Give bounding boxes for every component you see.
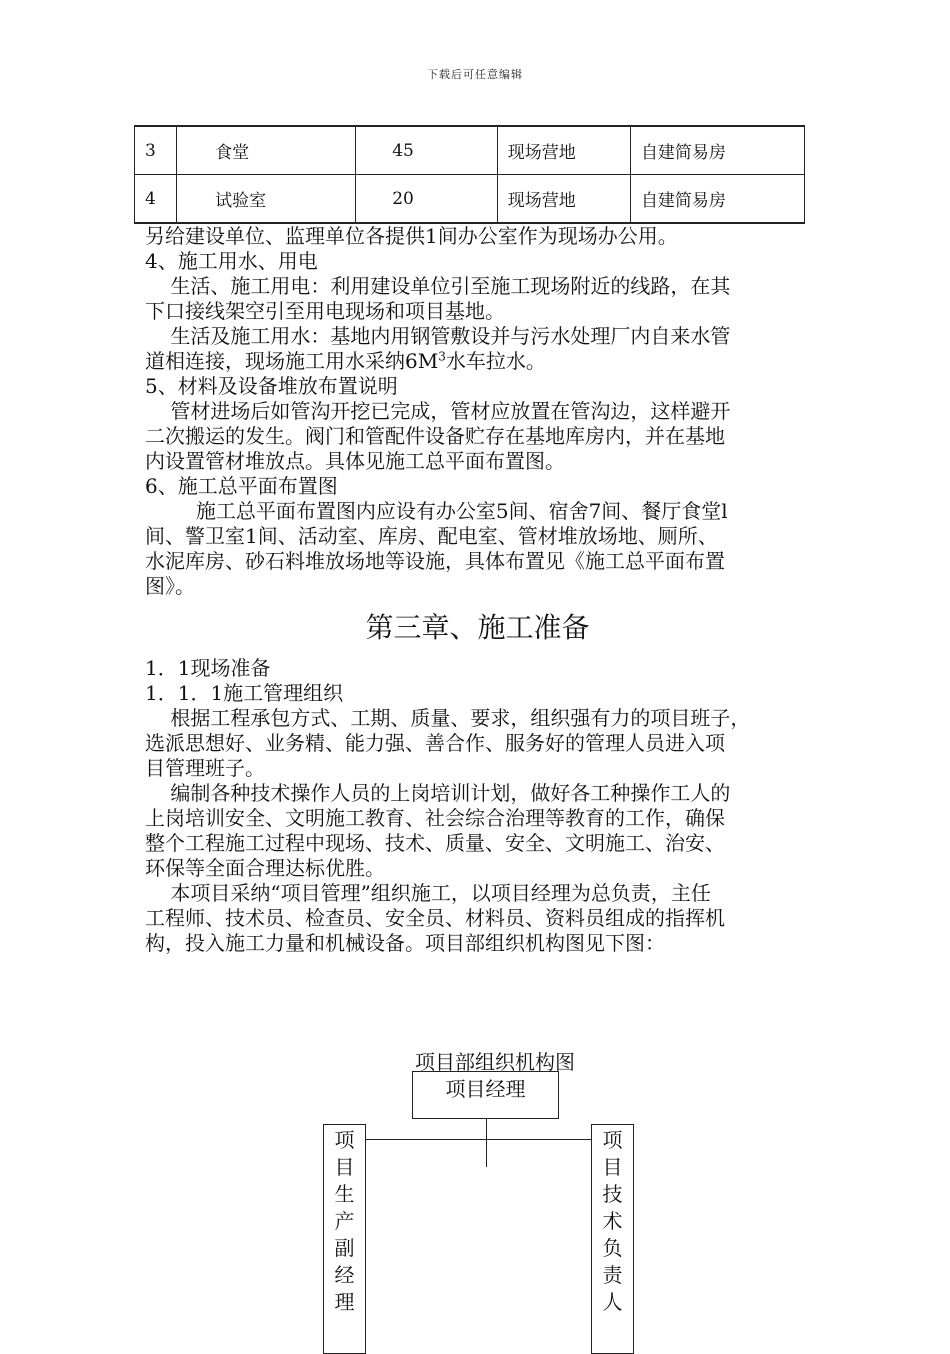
org-box-char: 生 [334, 1182, 355, 1206]
org-box-char: 副 [334, 1236, 355, 1260]
table-cell-location: 现场营地 [497, 175, 630, 224]
paragraph-line: 下口接线架空引至用电现场和项目基地。 [145, 299, 505, 323]
paragraph-line: 选派思想好、业务精、能力强、善合作、服务好的管理人员进入项 [145, 731, 725, 755]
paragraph-line: 工程师、技术员、检查员、安全员、材料员、资料员组成的指挥机 [145, 906, 725, 930]
paragraph-line: 本项目采纳“项目管理”组织施工，以项目经理为总负责，主任 [145, 881, 711, 905]
table-cell-area: 20 [356, 175, 498, 224]
room-table [134, 125, 805, 224]
text-span: 水车拉水。 [445, 349, 546, 373]
org-box-char: 人 [602, 1290, 623, 1314]
paragraph-line: 施工总平面布置图内应设有办公室5间、宿舍7间、餐厅食堂l [145, 499, 728, 523]
paragraph-line: 根据工程承包方式、工期、质量、要求，组织强有力的项目班子， [145, 706, 751, 730]
body-text [145, 224, 825, 956]
superscript: 3 [438, 349, 446, 364]
paragraph-line: 图》。 [145, 574, 195, 598]
paragraph-line: 环保等全面合理达标优胜。 [145, 856, 385, 880]
table-cell-no: 4 [135, 175, 177, 224]
paragraph-line: 间、警卫室1间、活动室、库房、配电室、管材堆放场地、厕所、 [145, 524, 718, 548]
table-row [135, 175, 805, 224]
section-heading: 5、材料及设备堆放布置说明 [145, 374, 398, 398]
paragraph-line: 目管理班子。 [145, 756, 265, 780]
org-box-char: 技 [602, 1182, 623, 1206]
org-box-char: 术 [602, 1209, 623, 1233]
org-box-char: 经 [334, 1263, 355, 1287]
paragraph-line: 水泥库房、砂石料堆放场地等设施，具体布置见《施工总平面布置 [145, 549, 725, 573]
paragraph-line: 编制各种技术操作人员的上岗培训计划，做好各工种操作工人的 [145, 781, 731, 805]
org-box-char: 目 [602, 1155, 623, 1179]
section-heading: 1．1．1施工管理组织 [145, 681, 344, 705]
text-span: 道相连接，现场施工用水采纳6M [145, 349, 439, 373]
org-box-technical-lead [591, 1124, 634, 1354]
paragraph-line: 管材进场后如管沟开挖已完成，管材应放置在管沟边，这样避开 [145, 399, 731, 423]
chapter-title: 第三章、施工准备 [365, 611, 590, 644]
paragraph-line: 生活、施工用电：利用建设单位引至施工现场附近的线路，在其 [145, 274, 731, 298]
paragraph-line: 生活及施工用水：基地内用钢管敷设并与污水处理厂内自来水管 [145, 324, 731, 348]
org-box-char: 目 [334, 1155, 355, 1179]
org-connector-vertical [486, 1119, 487, 1167]
table-cell-type: 自建简易房 [630, 126, 804, 175]
section-heading: 6、施工总平面布置图 [145, 474, 338, 498]
org-chart-title: 项目部组织机构图 [415, 1050, 575, 1074]
section-heading: 1．1现场准备 [145, 656, 271, 680]
paragraph-line: 内设置管材堆放点。具体见施工总平面布置图。 [145, 449, 565, 473]
org-box-project-manager: 项目经理 [412, 1071, 559, 1119]
org-connector-horizontal [366, 1139, 592, 1140]
table-cell-type: 自建简易房 [630, 175, 804, 224]
paragraph-line: 构，投入施工力量和机械设备。项目部组织机构图见下图： [145, 931, 665, 955]
org-box-char: 项 [602, 1128, 623, 1152]
paragraph-line: 另给建设单位、监理单位各提供1间办公室作为现场办公用。 [145, 224, 678, 248]
table-cell-no: 3 [135, 126, 177, 175]
paragraph-line: 整个工程施工过程中现场、技术、质量、安全、文明施工、治安、 [145, 831, 725, 855]
table-cell-name: 食堂 [177, 126, 356, 175]
org-box-production-deputy [323, 1124, 366, 1354]
table-cell-area: 45 [356, 126, 498, 175]
header-note: 下载后可任意编辑 [427, 68, 523, 81]
org-box-char: 项 [334, 1128, 355, 1152]
table-cell-location: 现场营地 [497, 126, 630, 175]
table-cell-name: 试验室 [177, 175, 356, 224]
section-heading: 4、施工用水、用电 [145, 249, 318, 273]
table-row [135, 126, 805, 175]
paragraph-line: 上岗培训安全、文明施工教育、社会综合治理等教育的工作，确保 [145, 806, 725, 830]
paragraph-line [145, 349, 825, 374]
org-box-char: 产 [334, 1209, 355, 1233]
org-box-char: 理 [334, 1290, 355, 1314]
org-box-char: 负 [602, 1236, 623, 1260]
paragraph-line: 二次搬运的发生。阀门和管配件设备贮存在基地库房内，并在基地 [145, 424, 725, 448]
org-box-char: 责 [602, 1263, 623, 1287]
